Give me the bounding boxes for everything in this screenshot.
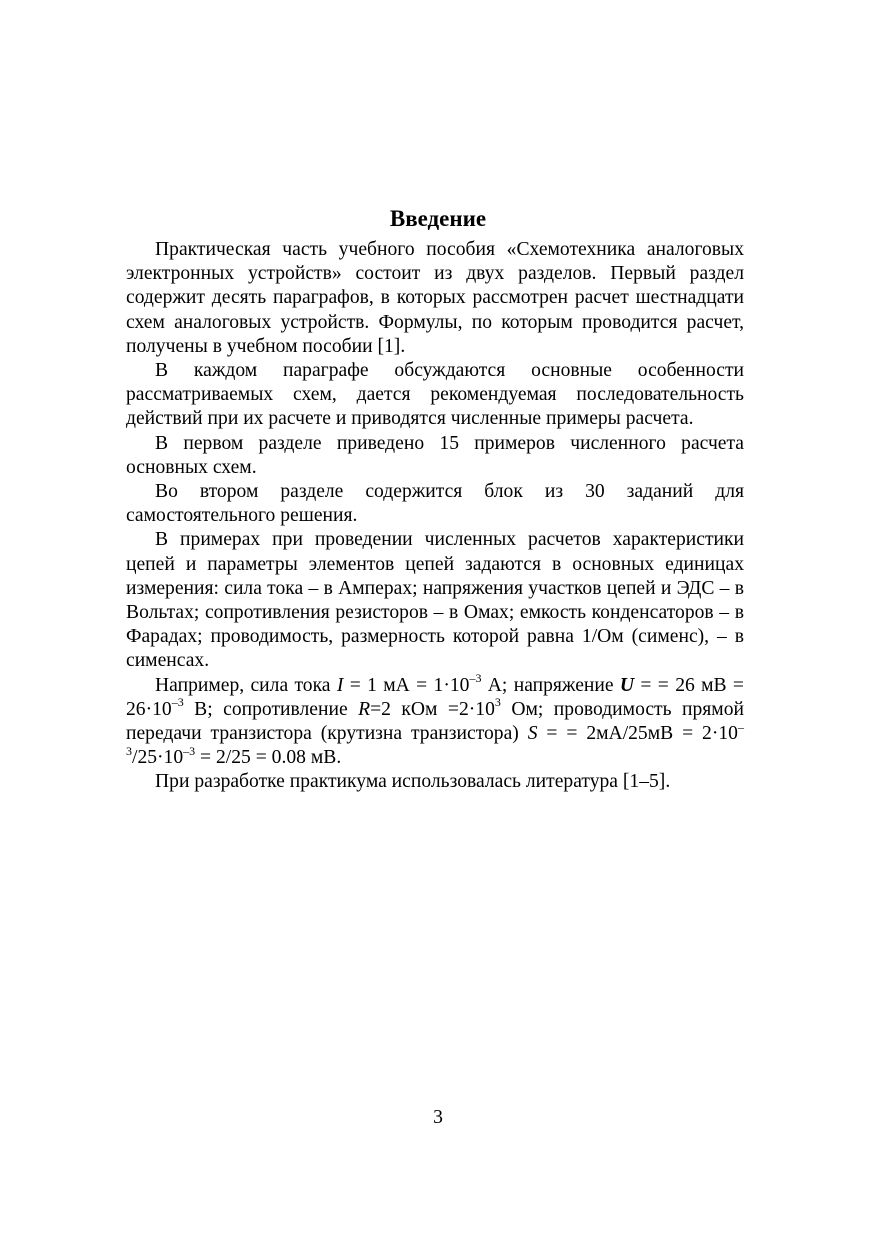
body-text — [126, 238, 744, 795]
example-text: = = 26 мВ = 26·10 — [126, 674, 744, 720]
exponent: –3 — [126, 719, 744, 758]
exponent: –3 — [469, 671, 482, 686]
example-text: /25·10 — [132, 747, 184, 769]
example-text: Например, сила тока — [155, 674, 337, 696]
paragraph-literature: При разработке практикума использовалась литература [1–5]. — [155, 771, 671, 793]
exponent: –3 — [183, 743, 196, 758]
variable-voltage: U — [619, 674, 635, 696]
example-text: Ом; проводимость прямой передачи транзистора (крутизна транзистора) — [126, 698, 744, 745]
example-text: = 1 мА = 1·10 — [343, 674, 470, 696]
example-text: = 2/25 = 0.08 мВ. — [195, 747, 342, 769]
page-number: 3 — [433, 1107, 443, 1128]
example-text: А; напряжение — [481, 674, 620, 696]
example-text: = = 2мА/25мВ = 2·10 — [537, 723, 738, 745]
exponent: 3 — [494, 695, 501, 710]
variable-transconductance: S — [527, 723, 538, 745]
variable-resistance: R — [358, 698, 371, 720]
exponent: –3 — [171, 695, 184, 710]
example-text: =2 кОм =2·10 — [370, 698, 495, 720]
paragraph-intro: Практическая часть учебного пособия «Схемотехника аналоговых электронных устройств» состоит из двух разделов. Первый раздел содержит десять параграфов, в которых рассмотрен расчет шестнадцати схем аналоговых устройств. Формулы, по которым проводится расчет, получены в учебном пособии [1]. — [126, 239, 744, 357]
variable-current: I — [336, 674, 344, 696]
example-text: В; сопротивление — [183, 698, 359, 720]
paragraph-sections: В каждом параграфе обсуждаются основные особенности рассматриваемых схем, дается рекомендуемая последовательность действий при их расчете и приводятся численные примеры расчета. — [126, 360, 744, 430]
paragraph-first-section: В первом разделе приведено 15 примеров численного расчета основных схем. — [126, 432, 744, 478]
paragraph-second-section: Во втором разделе содержится блок из 30 заданий для самостоятельного решения. — [126, 481, 744, 527]
page-title: Введение — [389, 206, 487, 232]
paragraph-units: В примерах при проведении численных расчетов характеристики цепей и параметры элементов цепей задаются в основных единицах измерения: сила тока – в Амперах; напряжения участков цепей и ЭДС – в Вольтах; сопротивления резисторов – в Омах; емкость конденсаторов – в Фарадах; проводимость, размерность которой равна 1/Ом (сименс), – в сименсах. — [126, 529, 744, 672]
paragraph-example — [126, 671, 744, 771]
